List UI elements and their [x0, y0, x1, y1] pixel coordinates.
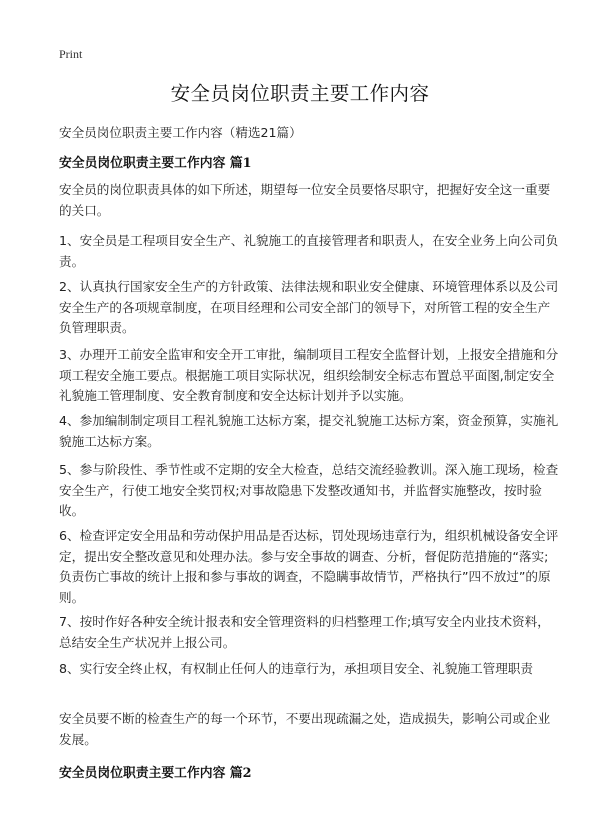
paragraph-item-4: 4、参加编制制定项目工程礼貌施工达标方案，提交礼貌施工达标方案，资金预算，实施礼貌施工达标方案。: [59, 413, 559, 449]
section-heading-2: 安全员岗位职责主要工作内容 篇2: [59, 766, 252, 781]
paragraph-item-1: 1、安全员是工程项目安全生产、礼貌施工的直接管理者和职责人，在安全业务上向公司负责。: [59, 233, 559, 269]
paragraph-item-8: 8、实行安全终止权，有权制止任何人的违章行为，承担项目安全、礼貌施工管理职责: [59, 661, 533, 676]
paragraph-item-2: 2、认真执行国家安全生产的方针政策、法律法规和职业安全健康、环境管理体系以及公司安全生产的各项规章制度，在项目经理和公司安全部门的领导下，对所管工程的安全生产负管理职责。: [59, 279, 559, 335]
paragraph-intro: 安全员的岗位职责具体的如下所述，期望每一位安全员要恪尽职守，把握好安全这一重要的关口。: [59, 182, 551, 218]
paragraph-closing: 安全员要不断的检查生产的每一个环节，不要出现疏漏之处，造成损失，影响公司或企业发展。: [59, 711, 551, 747]
paragraph-item-5: 5、参与阶段性、季节性或不定期的安全大检查，总结交流经验教训。深入施工现场，检查安全生产，行使工地安全奖罚权;对事故隐患下发整改通知书，并监督实施整改，按时验收。: [59, 462, 559, 518]
paragraph-item-7: 7、按时作好各种安全统计报表和安全管理资料的归档整理工作;填写安全内业技术资料，总结安全生产状况并上报公司。: [59, 614, 550, 650]
document-title: 安全员岗位职责主要工作内容: [170, 82, 430, 105]
print-label: Print: [59, 47, 83, 61]
section-heading-1: 安全员岗位职责主要工作内容 篇1: [59, 156, 252, 171]
paragraph-item-6: 6、检查评定安全用品和劳动保护用品是否达标，罚处现场违章行为，组织机械设备安全评定，提出安全整改意见和处理办法。参与安全事故的调查、分析，督促防范措施的“落实;负责伤亡事故的统计上报和参与事故的调查，不隐瞒事故情节，严格执行”四不放过”的原则。: [59, 528, 559, 605]
document-subtitle: 安全员岗位职责主要工作内容（精选21篇）: [59, 125, 302, 140]
paragraph-item-3: 3、办理开工前安全监审和安全开工审批，编制项目工程安全监督计划，上报安全措施和分项工程安全施工要点。根据施工项目实际状况，组织绘制安全标志布置总平面图,制定安全礼貌施工管理制度、安全教育制度和安全达标计划并予以实施。: [59, 347, 559, 403]
